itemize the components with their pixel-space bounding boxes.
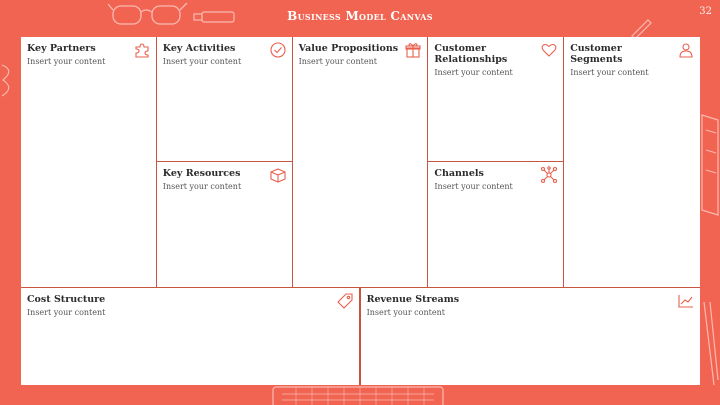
scribble-doodle-icon — [0, 60, 20, 100]
key-partners-block — [21, 37, 157, 288]
channels-text[interactable]: Insert your content — [434, 182, 513, 191]
channels-block — [428, 162, 564, 288]
cost-structure-title: Cost Structure — [27, 294, 106, 305]
gift-icon — [404, 41, 422, 59]
customer-segments-title: Customer Segments — [570, 43, 623, 65]
user-icon — [677, 41, 695, 59]
book-doodle-icon — [700, 110, 720, 220]
customer-relationships-text[interactable]: Insert your content — [434, 68, 513, 77]
check-circle-icon — [269, 41, 287, 59]
box-icon — [269, 166, 287, 184]
revenue-streams-title: Revenue Streams — [366, 294, 460, 305]
slide-title: Business Model Canvas — [287, 9, 433, 23]
value-propositions-title: Value Propositions — [298, 43, 399, 54]
price-tag-icon — [336, 292, 354, 310]
network-icon — [540, 166, 558, 184]
key-resources-block — [157, 162, 293, 288]
value-propositions-block — [293, 37, 429, 288]
key-resources-text[interactable]: Insert your content — [162, 182, 242, 191]
cost-structure-block — [21, 288, 360, 385]
heart-icon — [540, 41, 558, 59]
value-propositions-text[interactable]: Insert your content — [298, 57, 377, 66]
line-chart-icon — [677, 292, 695, 310]
pen-doodle-icon — [700, 300, 720, 390]
key-resources-title: Key Resources — [162, 168, 241, 179]
revenue-streams-block — [360, 288, 700, 385]
key-partners-text[interactable]: Insert your content — [27, 57, 106, 66]
cost-structure-text[interactable]: Insert your content — [27, 308, 106, 317]
customer-relationships-title: Customer Relationships — [434, 43, 508, 65]
customer-relationships-block — [428, 37, 564, 162]
key-activities-block — [157, 37, 293, 162]
business-model-canvas — [21, 37, 700, 385]
customer-segments-block — [564, 37, 700, 288]
puzzle-icon — [133, 41, 151, 59]
customer-segments-text[interactable]: Insert your content — [570, 68, 649, 77]
key-activities-title: Key Activities — [162, 43, 236, 54]
key-activities-text[interactable]: Insert your content — [162, 57, 242, 66]
channels-title: Channels — [434, 168, 484, 179]
page-number: 32 — [699, 6, 712, 17]
revenue-streams-text[interactable]: Insert your content — [366, 308, 445, 317]
key-partners-title: Key Partners — [27, 43, 96, 54]
keyboard-doodle-icon — [272, 386, 444, 405]
